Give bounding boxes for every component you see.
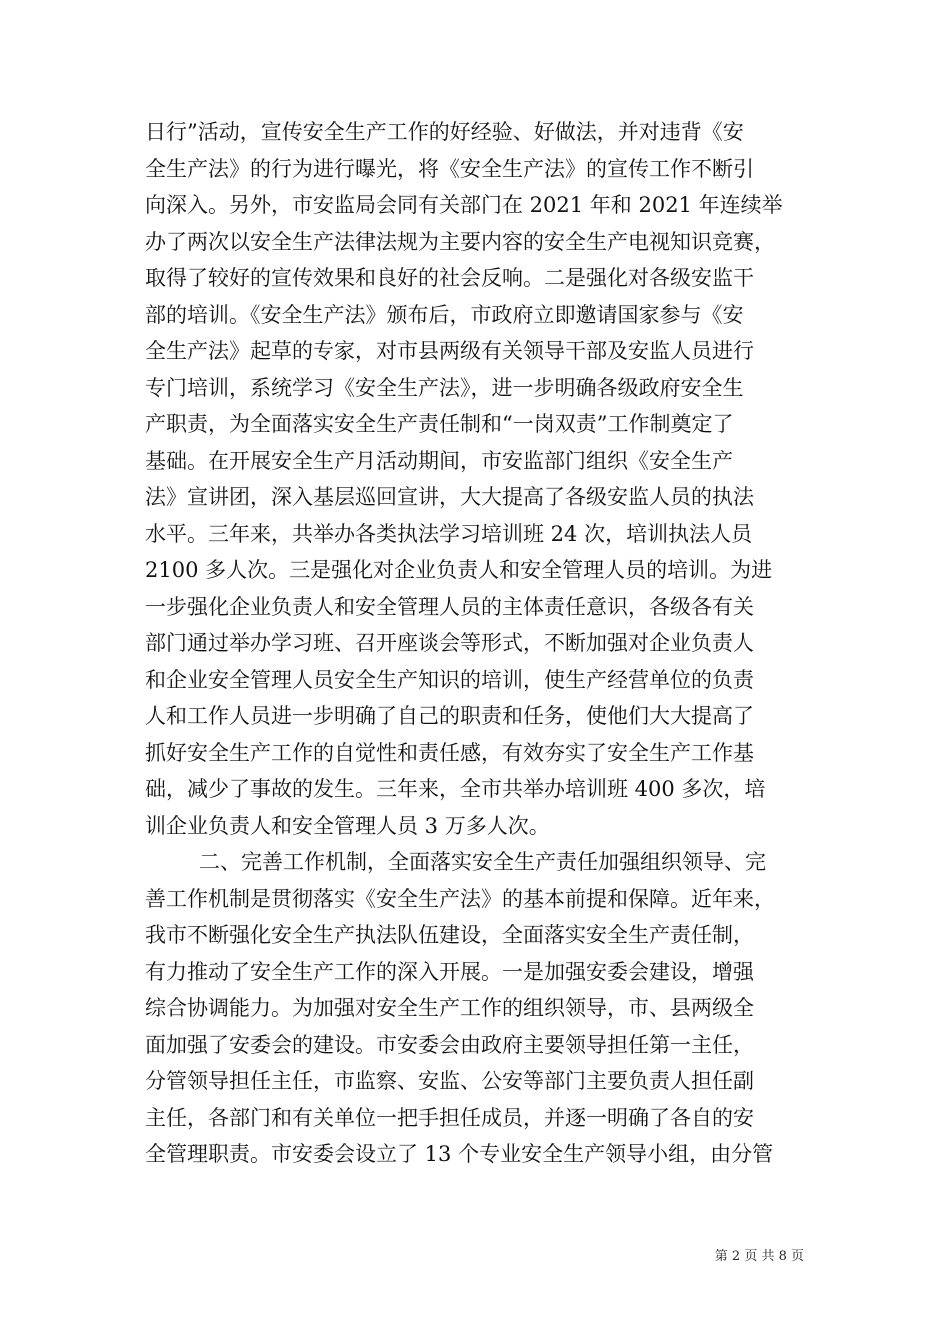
text-line: 善工作机制是贯彻落实《安全生产法》的基本前提和保障。近年来， — [145, 886, 775, 911]
text-line: 抓好安全生产工作的自觉性和责任感，有效夯实了安全生产工作基 — [145, 740, 754, 765]
paragraph-start-line: 二、完善工作机制，全面落实安全生产责任加强组织领导、完 — [199, 850, 766, 874]
text-line: 一步强化企业负责人和安全管理人员的主体责任意识，各级各有关 — [145, 594, 754, 619]
body-text — [145, 114, 805, 1173]
text-line: 全生产法》的行为进行曝光，将《安全生产法》的宣传工作不断引 — [145, 156, 754, 181]
text-line: 部门通过举办学习班、召开座谈会等形式，不断加强对企业负责人 — [145, 631, 754, 655]
page-number-footer: 第 2 页 共 8 页 — [714, 1249, 804, 1264]
text-line: 专门培训，系统学习《安全生产法》，进一步明确各级政府安全生 — [145, 375, 744, 400]
text-line: 产职责，为全面落实安全生产责任制和“一岗双责”工作制奠定了 — [145, 412, 734, 436]
text-line: 主任，各部门和有关单位一把手担任成员，并逐一明确了各自的安 — [145, 1105, 754, 1130]
text-line: 综合协调能力。为加强对安全生产工作的组织领导，市、县两级全 — [145, 996, 754, 1020]
text-line: 部的培训。《安全生产法》颁布后，市政府立即邀请国家参与《安 — [145, 302, 744, 327]
text-line: 向深入。另外，市安监局会同有关部门在 2021 年和 2021 年连续举 — [145, 193, 783, 217]
text-line: 分管领导担任主任，市监察、安监、公安等部门主要负责人担任副 — [145, 1069, 754, 1093]
text-line: 取得了较好的宣传效果和良好的社会反响。二是强化对各级安监干 — [145, 266, 754, 290]
text-line: 和企业安全管理人员安全生产知识的培训，使生产经营单位的负责 — [145, 667, 754, 692]
text-line: 法》宣讲团，深入基层巡回宣讲，大大提高了各级安监人员的执法 — [145, 485, 754, 509]
text-line: 人和工作人员进一步明确了自己的职责和任务，使他们大大提高了 — [145, 704, 754, 728]
text-line: 全管理职责。市安委会设立了 13 个专业安全生产领导小组，由分管 — [145, 1142, 774, 1166]
text-line: 有力推动了安全生产工作的深入开展。一是加强安委会建设，增强 — [145, 959, 754, 984]
text-line: 基础。在开展安全生产月活动期间，市安监部门组织《安全生产 — [145, 448, 733, 473]
text-line: 全生产法》起草的专家，对市县两级有关领导干部及安监人员进行 — [145, 339, 754, 363]
text-line: 我市不断强化安全生产执法队伍建设，全面落实安全生产责任制， — [145, 923, 754, 947]
text-line: 日行”活动，宣传安全生产工作的好经验、好做法，并对违背《安 — [145, 120, 744, 144]
text-line: 面加强了安委会的建设。市安委会由政府主要领导担任第一主任， — [145, 1032, 754, 1057]
text-line: 础，减少了事故的发生。三年来，全市共举办培训班 400 多次，培 — [145, 777, 766, 801]
text-line: 办了两次以安全生产法律法规为主要内容的安全生产电视知识竞赛， — [145, 229, 775, 254]
text-line: 2100 多人次。三是强化对企业负责人和安全管理人员的培训。为进 — [145, 558, 773, 582]
text-line: 训企业负责人和安全管理人员 3 万多人次。 — [145, 813, 550, 838]
text-line: 水平。三年来，共举办各类执法学习培训班 24 次，培训执法人员 — [145, 521, 753, 546]
